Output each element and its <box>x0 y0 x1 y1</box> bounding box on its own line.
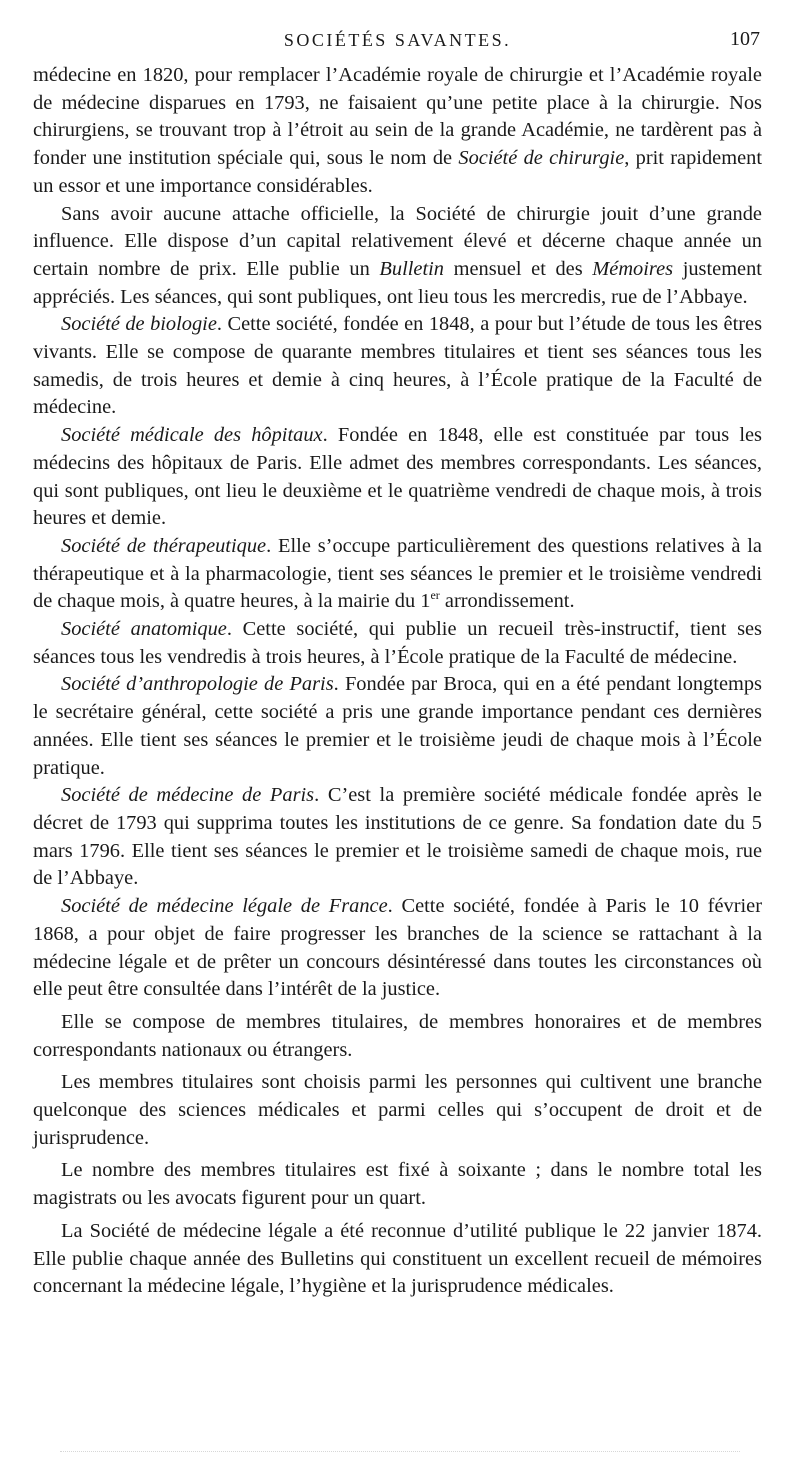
paragraph-text: . Cette société, fondée en 1848, a pour but l’étude de tous les êtres vivants. Elle se compose de quarante membres titulaires et tient ses séances tous les samedis, de trois heures et demie à cinq heures, à l’École pratique de la Faculté de médecine. <box>33 313 763 419</box>
paragraph-text: . Elle s’occupe particulièrement des questions relatives à la thérapeutique et à la pharmacologie, tient ses séances le premier et le troisième vendredi de chaque mois, à quatre heures, à la mairie du <box>33 534 762 613</box>
society-name: Société de chirurgie <box>458 147 625 170</box>
paragraph <box>33 201 762 312</box>
page-number: 107 <box>730 28 760 50</box>
society-name: Société de thérapeutique <box>61 534 267 557</box>
paragraph <box>33 1009 762 1064</box>
paragraph-text: . Fondée en 1848, elle est constituée par tous les médecins des hôpitaux de Paris. Elle admet des membres correspondants. Les séances, qui sont publiques, ont lieu le deuxième et le quatrième vendredi de chaque mois, à trois heures et demie. <box>33 424 762 530</box>
society-name: Société de biologie <box>61 313 217 336</box>
society-name: Société médicale des hôpitaux <box>61 424 323 447</box>
paragraph <box>33 311 762 422</box>
paragraph-text: justement appréciés. Les séances, qui sont publiques, ont lieu tous les mercredis, rue de l’Abbaye. <box>33 257 762 308</box>
paragraph <box>33 533 762 616</box>
running-head <box>33 26 762 62</box>
paragraph <box>33 422 762 533</box>
paragraph-text: La Société de médecine légale a été reconnue d’utilité publique le 22 janvier 1874. Elle publie chaque année des Bulletins qui constituent un excellent recueil de mémoires concernant la médecine légale, l’hygiène et la jurisprudence médicales. <box>33 1219 762 1298</box>
paragraph-text: , prit rapidement un essor et une importance considérables. <box>33 147 762 197</box>
running-title: SOCIÉTÉS SAVANTES. <box>283 30 512 50</box>
society-name: Société de médecine de Paris <box>61 784 315 807</box>
paragraph-text: Sans avoir aucune attache officielle, la Société de chirurgie jouit d’une grande influence. Elle dispose d’un capital relativement élevé et décerne chaque année un certain nombre de prix. Elle publie un <box>33 202 762 280</box>
paragraph-text: médecine en 1820, pour remplacer l’Académie royale de chirurgie et l’Académie royale de médecine disparues en 1793, ne faisaient qu’une petite place à la chirurgie. Nos chirurgiens, se trouvant trop à l’étroit au sein de la grande Académie, ne tardèrent pas à fonder une institution spéciale qui, sous le nom de <box>33 64 762 170</box>
paragraph-text: Les membres titulaires sont choisis parmi les personnes qui cultivent une branche quelconque des sciences médicales et parmi celles qui s’occupent de droit et de jurisprudence. <box>33 1071 762 1149</box>
paragraph <box>33 616 762 671</box>
paragraph-text: Le nombre des membres titulaires est fixé à soixante ; dans le nombre total les magistrats ou les avocats figurent pour un quart. <box>33 1159 762 1210</box>
paragraph <box>33 671 762 782</box>
society-name: Société d’anthropologie de Paris <box>61 673 334 696</box>
paragraph-text: 1 <box>420 590 431 613</box>
paragraph <box>33 1069 762 1152</box>
society-name: Mémoires <box>592 257 674 280</box>
paragraph-text: . C’est la première société médicale fondée après le décret de 1793 qui supprima toutes les institutions de ce genre. Sa fondation date du 5 mars 1796. Elle tient ses séances le premier et le troisième samedi de chaque mois, rue de l’Abbaye. <box>33 784 762 890</box>
society-name: Société de médecine légale de France <box>61 895 388 918</box>
body-text <box>33 62 762 1301</box>
paragraph-text: Elle se compose de membres titulaires, de membres honoraires et de membres correspondants nationaux ou étrangers. <box>33 1010 762 1061</box>
ordinal-suffix: er <box>430 588 440 603</box>
paragraph <box>33 782 762 893</box>
paragraph <box>33 1157 762 1212</box>
paragraph-text: . Cette société, fondée à Paris le 10 février 1868, a pour objet de faire progresser les branches de la science se rattachant à la médecine légale et de prêter un concours désintéressé dans toutes les circonstances où elle peut être consultée dans l’intérêt de la justice. <box>33 895 762 1001</box>
paragraph <box>33 893 762 1004</box>
paragraph-text: . Fondée par Broca, qui en a été pendant longtemps le secrétaire général, cette société a pris une grande importance pendant ces dernières années. Elle tient ses séances le premier et le troisième jeudi de chaque mois à l’École pratique. <box>33 673 762 779</box>
paragraph-text: mensuel et des <box>443 257 593 280</box>
paragraph <box>33 62 762 201</box>
paragraph <box>33 1218 762 1301</box>
paragraph-text: arrondissement. <box>439 590 575 613</box>
paragraph-text: . Cette société, qui publie un recueil très-instructif, tient ses séances tous les vendredis à trois heures, à l’École pratique de la Faculté de médecine. <box>33 618 762 668</box>
society-name: Société anatomique <box>61 618 227 641</box>
society-name: Bulletin <box>379 257 444 280</box>
bottom-print-marks <box>60 1445 740 1452</box>
